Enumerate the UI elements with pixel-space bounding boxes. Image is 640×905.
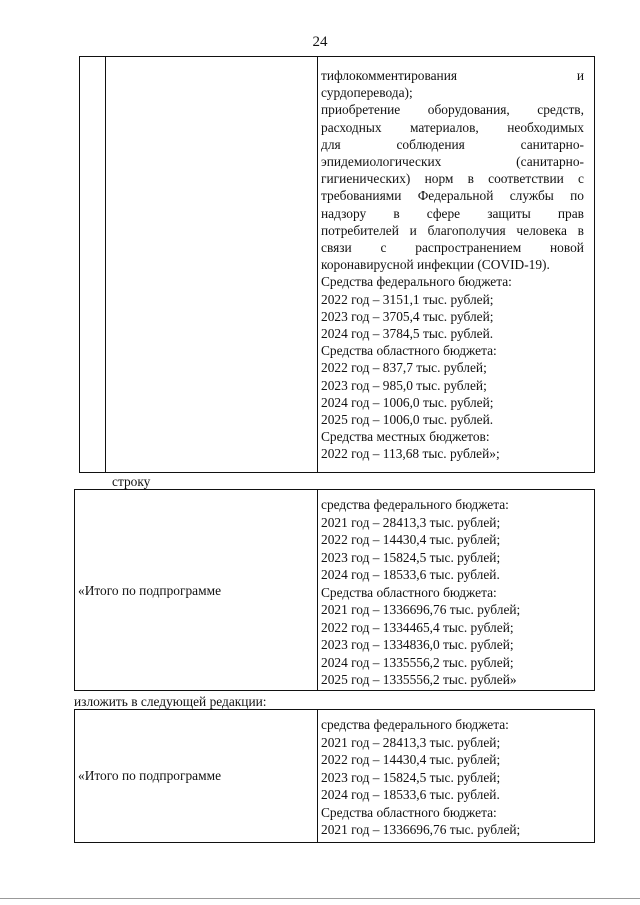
word: Средства федерального бюджета: bbox=[321, 274, 512, 290]
word: с bbox=[380, 240, 387, 255]
word: в bbox=[393, 205, 400, 221]
word: в bbox=[467, 171, 474, 187]
word: средств, bbox=[537, 102, 584, 118]
word: материалов, bbox=[410, 119, 479, 135]
word: оборудования, bbox=[427, 102, 510, 118]
word: защиты bbox=[487, 205, 531, 221]
word: санитарно- bbox=[520, 136, 584, 152]
word: с bbox=[578, 171, 584, 187]
word: 2024 год – 3784,5 тыс. рублей. bbox=[321, 326, 494, 341]
text-line bbox=[321, 119, 584, 136]
text-line: Средства областного бюджета: bbox=[321, 584, 497, 600]
column-divider-2 bbox=[317, 57, 318, 472]
text-line: 2023 год – 15824,5 тыс. рублей; bbox=[321, 549, 501, 565]
text-line bbox=[321, 411, 584, 428]
text-line: 2022 год – 1334465,4 тыс. рублей; bbox=[321, 619, 514, 635]
text-stroku: строку bbox=[112, 474, 151, 489]
word: соответствии bbox=[488, 171, 564, 187]
word: прав bbox=[557, 205, 584, 221]
text-line bbox=[321, 239, 584, 256]
text-line: 2024 год – 18533,6 тыс. рублей. bbox=[321, 787, 500, 802]
row-label-itogo: «Итого по подпрограмме bbox=[78, 768, 222, 783]
word: и bbox=[576, 68, 584, 83]
word: Федеральной bbox=[417, 188, 494, 204]
text-line bbox=[321, 394, 584, 411]
text-line: 2023 год – 15824,5 тыс. рублей; bbox=[321, 769, 501, 785]
text-line bbox=[321, 153, 584, 170]
word: в bbox=[577, 222, 584, 238]
text-line bbox=[321, 256, 584, 273]
column-divider-1 bbox=[105, 57, 106, 472]
bottom-rule bbox=[0, 898, 640, 899]
word: (санитарно- bbox=[516, 154, 584, 169]
text-line: средства федерального бюджета: bbox=[321, 717, 509, 732]
word: сурдоперевода); bbox=[321, 85, 413, 101]
text-line bbox=[321, 445, 584, 462]
text-line bbox=[321, 222, 584, 239]
row-label-itogo: «Итого по подпрограмме bbox=[78, 583, 222, 598]
word: 2022 год – 837,7 тыс. рублей; bbox=[321, 360, 487, 376]
word: требованиями bbox=[321, 188, 402, 204]
text-line bbox=[321, 136, 584, 153]
word: человека bbox=[516, 222, 567, 238]
table-block-continuation bbox=[79, 56, 595, 473]
column-divider bbox=[317, 710, 318, 842]
word: распространением bbox=[415, 240, 522, 255]
text-line: 2025 год – 1335556,2 тыс. рублей» bbox=[321, 672, 517, 687]
text-line bbox=[321, 205, 584, 222]
text-line bbox=[321, 325, 584, 342]
text-line: 2024 год – 1335556,2 тыс. рублей; bbox=[321, 654, 514, 670]
word: расходных bbox=[321, 119, 382, 135]
text-line bbox=[321, 359, 584, 376]
word: 2023 год – 985,0 тыс. рублей; bbox=[321, 377, 487, 393]
text-line: 2022 год – 14430,4 тыс. рублей; bbox=[321, 752, 501, 767]
word: гигиенических) bbox=[321, 171, 411, 187]
word: новой bbox=[550, 240, 584, 255]
word: 2023 год – 3705,4 тыс. рублей; bbox=[321, 308, 494, 324]
text-line: Средства областного бюджета: bbox=[321, 804, 497, 820]
text-line bbox=[321, 428, 584, 445]
word: эпидемиологических bbox=[321, 154, 442, 169]
text-line bbox=[321, 101, 584, 118]
table-block-old-row bbox=[74, 489, 595, 691]
word: приобретение bbox=[321, 102, 401, 118]
page-number: 24 bbox=[312, 34, 328, 50]
column-divider bbox=[317, 490, 318, 690]
text-line bbox=[321, 273, 584, 290]
word: потребителей bbox=[321, 222, 399, 238]
text-line: 2021 год – 1336696,76 тыс. рублей; bbox=[321, 822, 521, 837]
word: по bbox=[570, 188, 584, 204]
text-line bbox=[321, 291, 584, 308]
text-line: 2021 год – 28413,3 тыс. рублей; bbox=[321, 514, 501, 530]
text-line: средства федерального бюджета: bbox=[321, 497, 509, 512]
word: 2025 год – 1006,0 тыс. рублей. bbox=[321, 412, 494, 427]
table-block-new-row bbox=[74, 709, 595, 843]
word: соблюдения bbox=[396, 136, 465, 152]
word: необходимых bbox=[507, 119, 584, 135]
text-line bbox=[321, 84, 584, 101]
text-line: 2023 год – 1334836,0 тыс. рублей; bbox=[321, 637, 514, 652]
word: тифлокомментирования bbox=[321, 68, 458, 83]
text-line: 2021 год – 1336696,76 тыс. рублей; bbox=[321, 602, 521, 617]
text-line bbox=[321, 308, 584, 325]
text-line bbox=[321, 377, 584, 394]
word: сфере bbox=[426, 205, 461, 221]
word: 2024 год – 1006,0 тыс. рублей; bbox=[321, 394, 494, 410]
text-line: 2024 год – 18533,6 тыс. рублей. bbox=[321, 567, 500, 582]
text-izlozhit: изложить в следующей редакции: bbox=[74, 694, 267, 709]
text-line: 2022 год – 14430,4 тыс. рублей; bbox=[321, 532, 501, 547]
word: связи bbox=[321, 240, 352, 255]
word: Средства областного бюджета: bbox=[321, 343, 497, 359]
text-line: 2021 год – 28413,3 тыс. рублей; bbox=[321, 734, 501, 750]
word: коронавирусной инфекции (COVID-19). bbox=[321, 257, 550, 273]
word: надзору bbox=[321, 205, 367, 221]
word: Средства местных бюджетов: bbox=[321, 429, 490, 445]
text-line bbox=[321, 187, 584, 204]
word: 2022 год – 3151,1 тыс. рублей; bbox=[321, 291, 494, 307]
text-line bbox=[321, 170, 584, 187]
text-line bbox=[321, 67, 584, 84]
word: для bbox=[321, 136, 341, 152]
word: и bbox=[409, 222, 417, 238]
word: 2022 год – 113,68 тыс. рублей»; bbox=[321, 446, 500, 462]
text-line bbox=[321, 342, 584, 359]
word: благополучия bbox=[427, 222, 506, 238]
word: службы bbox=[509, 188, 554, 204]
word: норм bbox=[424, 171, 454, 187]
